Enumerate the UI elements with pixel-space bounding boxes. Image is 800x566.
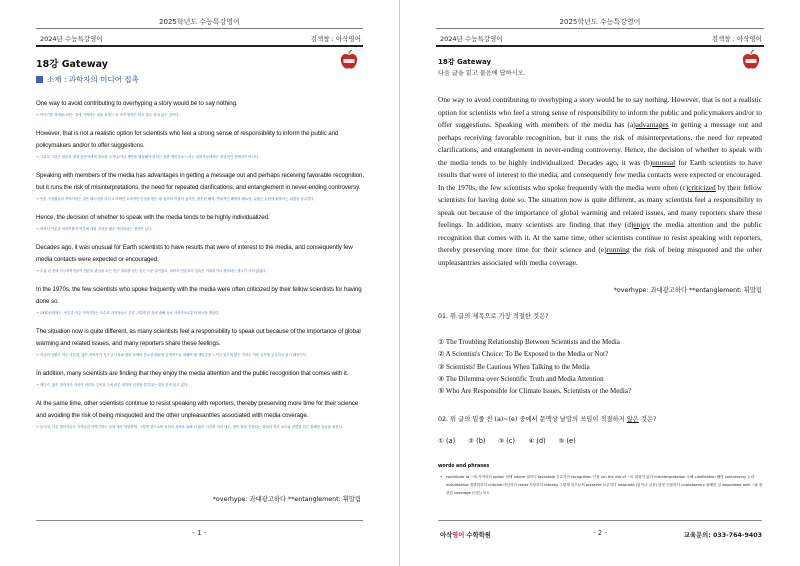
question-2-text: 02. 위 글의 밑줄 친 (a)~(e) 중에서 문맥상 낱말의 쓰임이 적절하지 <box>438 416 627 423</box>
word-list-text: contribute to ~에 기여하다 option 선택 inform 알리다 favorable 우호적인 recognition 인정 run the risk of ~의 위험이 있다 misinterpretation 오해 clarification 해명 controversy 논란 individualize 개별화하다 criticize 비난하다 resist 저항하다 thereby 그렇게 함으로써 preserve 보존하다 misquote (말이나 글을) 잘못 인용하다 unpleasantry 불쾌한 일 associated with ~와 관련된 coverage (언론) 보도 <box>446 475 763 496</box>
answer-option[interactable]: ① The Troubling Relationship Between Scientists and the Media <box>438 338 620 346</box>
apple-logo-icon <box>742 50 760 70</box>
passage-text: the media attention and the public recognition that comes with it. At the same time, other scientists continue to resist speaking with reporters, thereby preserving more time for their science and (e) <box>438 220 762 254</box>
glossary-note: *overhype: 과대광고하다 **entanglement: 휘말림 <box>613 287 762 294</box>
answer-choice[interactable]: ② (b) <box>468 437 486 445</box>
korean-translation: → 따라서 언론과 이야기할지 여부에 대한 결정은 매우 개인화되는 경향이 있다. <box>36 227 153 231</box>
header-divider <box>436 28 764 29</box>
sentence-pair <box>36 128 364 160</box>
english-sentence: However, that is not a realistic option for scientists who feel a strong sense of responsibility to inform the public and policymakers and/or to offer suggestions. <box>36 130 339 149</box>
book-title: 2025학년도 수능특강영어 <box>159 18 240 26</box>
korean-translation: → 1970년대에는, 언론과 자주 이야기하는 소수의 과학자들은 흔히 그렇게 한 것에 대해 동료 과학자들로부터 비난을 받았다. <box>36 311 220 315</box>
topic-square-icon <box>36 76 43 83</box>
sentence-list <box>36 98 364 440</box>
sentence-pair <box>36 368 364 388</box>
sentence-pair <box>36 170 364 202</box>
answer-choices <box>438 437 586 445</box>
korean-translation: → 지금의 상황은 아주 다른데, 많은 과학자가 지구 온난화와 관련 문제의 중요성 때문에 공개적으로 말해야 할 책임감을 느끼고 있으며 많은 기자도 이런 감정을 공유하고 있기 때문이다. <box>36 353 308 357</box>
sentence-pair <box>36 398 364 430</box>
academy-name-suffix: 수학학원 <box>464 532 491 539</box>
reading-passage <box>438 94 762 269</box>
academy-name <box>440 530 491 539</box>
page-2 <box>400 0 800 566</box>
question-1: 01. 위 글의 제목으로 가장 적절한 것은? <box>438 313 549 320</box>
answer-option[interactable]: ② A Scientist's Choice: To Be Exposed to the Media or Not? <box>438 350 609 359</box>
glossary-note: *overhype: 과대광고하다 **entanglement: 휘말림 <box>212 496 361 503</box>
sentence-pair <box>36 284 364 316</box>
subheader-right: 검색창 : 아삭영어 <box>310 35 361 43</box>
korean-translation: → 그러나 그것은 대중과 정책 입안자에게 정보를 주거나/거나 제안을 제공해야 한다는 강한 책임감을 느끼는 과학자들에게는 현실적인 선택지가 아니다. <box>36 155 260 159</box>
footer-divider <box>36 520 363 521</box>
instruction: 다음 글을 읽고 물음에 답하시오. <box>438 70 526 77</box>
bullet-icon: • <box>440 475 443 479</box>
passage-text: in getting a message out and perhaps receiving favorable recognition, but it runs the risk of misinterpretations, the need for repeated clarifications, and entanglement in never-ending controversy. Hence, the decision of whether to speak with the media tends to be highly individualized. Decades ago, it was (b) <box>438 120 762 167</box>
underlined-word: criticized <box>688 182 716 192</box>
topic-text: 소재 : 과학자의 미디어 접촉 <box>47 75 139 84</box>
book-title: 2025학년도 수능특강영어 <box>559 18 641 26</box>
sentence-pair <box>36 212 364 232</box>
subheader-left: 2024년 수능특강영어 <box>40 35 103 43</box>
topic-heading <box>36 74 139 85</box>
page-number: - 2 - <box>593 529 607 537</box>
sentence-pair <box>36 242 364 274</box>
subheader-left: 2024년 수능특강영어 <box>440 35 503 43</box>
korean-translation: → 언론 구성원들과 이야기하는 것은 메시지를 알리고 어쩌면 호의적인 인정을 받는 데 있어서 이점이 있지만, 잘못된 해석, 반복적인 해명의 필요성, 끝없는 논란에 휘말리는 위험을 감수한다. <box>36 197 315 201</box>
korean-translation: → 이야기를 과대광고하는 것에 기여하는 것을 피하는 한 가지 방법은 아무 말도 하지 않는 것이다. <box>36 113 180 117</box>
english-sentence: At the same time, other scientists continue to resist speaking with reporters, thereby preserving more time for their science and avoiding the risk of being misquoted and the other unpleasantries associated with media coverage. <box>36 400 359 419</box>
answer-option[interactable]: ⑤ Who Are Responsible for Climate Issues, Scientists or the Media? <box>438 387 631 396</box>
english-sentence: Decades ago, it was unusual for Earth scientists to have results that were of interest to the media, and consequently few media contacts were expected or encouraged. <box>36 244 353 263</box>
answer-option[interactable]: ③ Scientists! Be Cautious When Talking to the Media <box>438 362 590 371</box>
english-sentence: One way to avoid contributing to overhyping a story would be to say nothing. <box>36 100 238 107</box>
underlined-word: unusual <box>652 157 676 167</box>
lesson-title: 18강 Gateway <box>36 59 108 70</box>
header-divider <box>36 28 363 29</box>
answer-choice[interactable]: ① (a) <box>438 437 456 445</box>
word-list <box>440 473 764 498</box>
subheader-divider <box>36 45 363 47</box>
korean-translation: → 동시에, 다른 과학자들은 기자들과 이야기하는 것에 계속 저항하며, 그렇게 함으로써 자신의 과학을 위해 더 많은 시간을 지켜 내고, 말이 잘못 인용되는 위험과 언론 보도와 관련된 다른 불쾌한 일들을 피한다. <box>36 425 343 429</box>
answer-choice[interactable]: ③ (c) <box>498 437 515 445</box>
passage-text: for Earth scientists to have results that were of interest to the media, and consequently few media contacts were expected or encouraged. In the 1970s, the few scientists who spoke frequently with the media were often (c) <box>438 157 762 192</box>
footer-divider <box>438 520 762 521</box>
academy-name-highlight: 영어 <box>452 532 465 539</box>
underlined-word: advantages <box>635 120 669 129</box>
contact-info: 교육문의: 033-764-9403 <box>683 532 762 539</box>
english-sentence: In the 1970s, the few scientists who spoke frequently with the media were often criticized by their fellow scientists for having done so. <box>36 286 362 305</box>
question-2-end: 것은? <box>638 416 657 423</box>
passage-text: by their fellow scientists for having done so. The situation now is quite different, as many scientists feel a responsibility to speak out because of the importance of global warming and related issues, and many reporters share these feelings. In addition, many scientists are finding that they (d) <box>438 182 763 229</box>
answer-choice[interactable]: ⑤ (e) <box>558 437 576 445</box>
answer-options <box>438 336 762 397</box>
passage-text: One way to avoid contributing to overhyping a story would be to say nothing. However, that is not a realistic option for scientists who feel a strong sense of responsibility to inform the public and policymakers and/or to offer suggestions. Speaking with members of the media has (a) <box>438 95 762 129</box>
answer-option[interactable]: ④ The Dilemma over Scientific Truth and Media Attention <box>438 374 604 383</box>
english-sentence: The situation now is quite different, as many scientists feel a responsibility to speak out because of the importance of global warming and related issues, and many reporters share these feelings. <box>36 328 361 347</box>
korean-translation: → 수십 년 전에 지구과학자들이 언론의 관심을 끄는 연구 결과를 얻는 것은 드문 일이었고, 따라서 언론과의 접촉은 기대되거나 장려되는 경우가 거의 없었다. <box>36 269 267 273</box>
subheader-right: 검색창 : 아삭영어 <box>711 35 762 43</box>
subheader-divider <box>436 45 764 47</box>
underlined-word: enjoy <box>633 220 650 229</box>
sentence-pair <box>36 326 364 358</box>
underlined-word: running <box>606 245 630 254</box>
korean-translation: → 게다가, 많은 과학자가 자신이 언론의 주목과 그에 따른 대중의 인정을 즐긴다는 것을 알게 되고 있다. <box>36 383 189 387</box>
lesson-title: 18강 Gateway <box>438 58 492 66</box>
words-title: words and phrases <box>438 464 490 469</box>
academy-name-part: 아삭 <box>440 532 453 539</box>
english-sentence: Hence, the decision of whether to speak with the media tends to be highly individualized. <box>36 214 270 221</box>
english-sentence: In addition, many scientists are finding that they enjoy the media attention and the public recognition that comes with it. <box>36 370 349 377</box>
apple-logo-icon <box>340 50 358 70</box>
question-2 <box>438 414 656 423</box>
english-sentence: Speaking with members of the media has advantages in getting a message out and perhaps receiving favorable recognition, but it runs the risk of misinterpretations, the need for repeated clarifications, and entanglement in never-ending controversy. <box>36 172 364 191</box>
question-2-emphasis: 않은 <box>626 416 639 423</box>
passage-text: the risk of being misquoted and the other unpleasantries associated with media coverage. <box>438 245 762 267</box>
page-number: - 1 - <box>192 529 207 537</box>
sentence-pair <box>36 98 364 118</box>
answer-choice[interactable]: ④ (d) <box>528 437 546 445</box>
